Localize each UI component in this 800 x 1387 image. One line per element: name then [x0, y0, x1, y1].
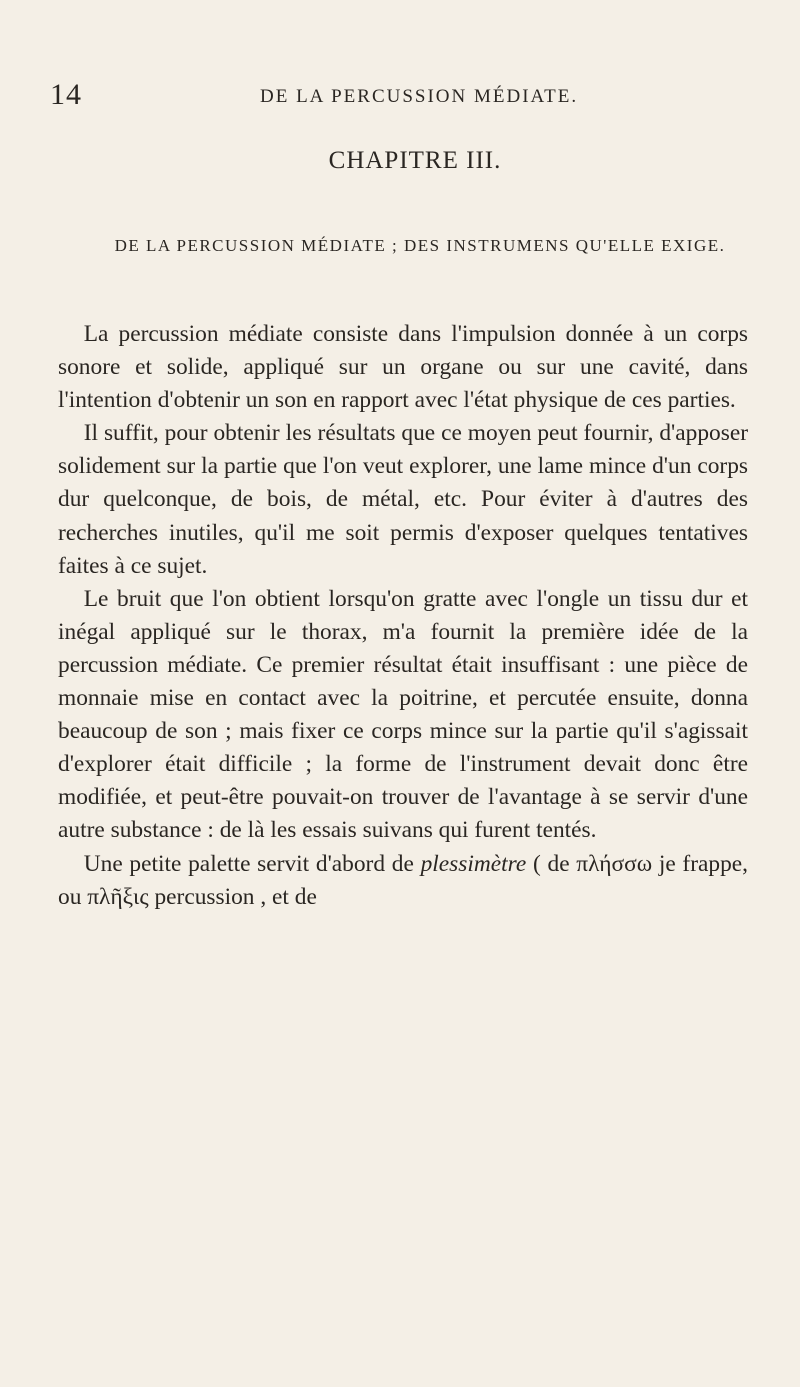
body-text: [58, 318, 748, 914]
paragraph-4: [58, 848, 748, 914]
page-number: 14: [50, 78, 82, 111]
paragraph-4-start: Une petite palette servit d'abord de: [83, 850, 421, 877]
paragraph-4-end: ( de πλήσσω je frappe, ou πλῆξις percussion , et de: [58, 850, 749, 910]
paragraph-3: Le bruit que l'on obtient lorsqu'on gratte avec l'ongle un tissu dur et inégal appliqué sur le thorax, m'a fournit la première idée de la percussion médiate. Ce premier résultat était insuffisant : une pièce de monnaie mise en contact avec la poitrine, et percutée ensuite, donna beaucoup de son ; mais fixer ce corps mince sur la partie qu'il s'agissait d'explorer était difficile ; la forme de l'instrument devait donc être modifiée, et peut-être pouvait-on trouver de l'avantage à se servir d'une autre substance : de là les essais suivans qui furent tentés.: [58, 585, 748, 844]
paragraph-1: La percussion médiate consiste dans l'impulsion donnée à un corps sonore et solide, appliqué sur un organe ou sur une cavité, dans l'intention d'obtenir un son en rapport avec l'état physique de ces parties.: [58, 321, 748, 414]
running-head: [50, 78, 730, 118]
paragraph-2: Il suffit, pour obtenir les résultats que ce moyen peut fournir, d'apposer solidement sur la partie que l'on veut explorer, une lame mince d'un corps dur quelconque, de bois, de métal, etc. Pour éviter à d'autres des recherches inutiles, qu'il me soit permis d'exposer quelques tentatives faites à ce sujet.: [58, 420, 748, 579]
running-title: DE LA PERCUSSION MÉDIATE.: [260, 86, 579, 107]
plessimetre-term: plessimètre: [420, 850, 527, 877]
chapter-subtitle: DE LA PERCUSSION MÉDIATE ; DES INSTRUMENS QU'ELLE EXIGE.: [114, 236, 726, 255]
chapter-title: CHAPITRE III.: [328, 147, 502, 174]
